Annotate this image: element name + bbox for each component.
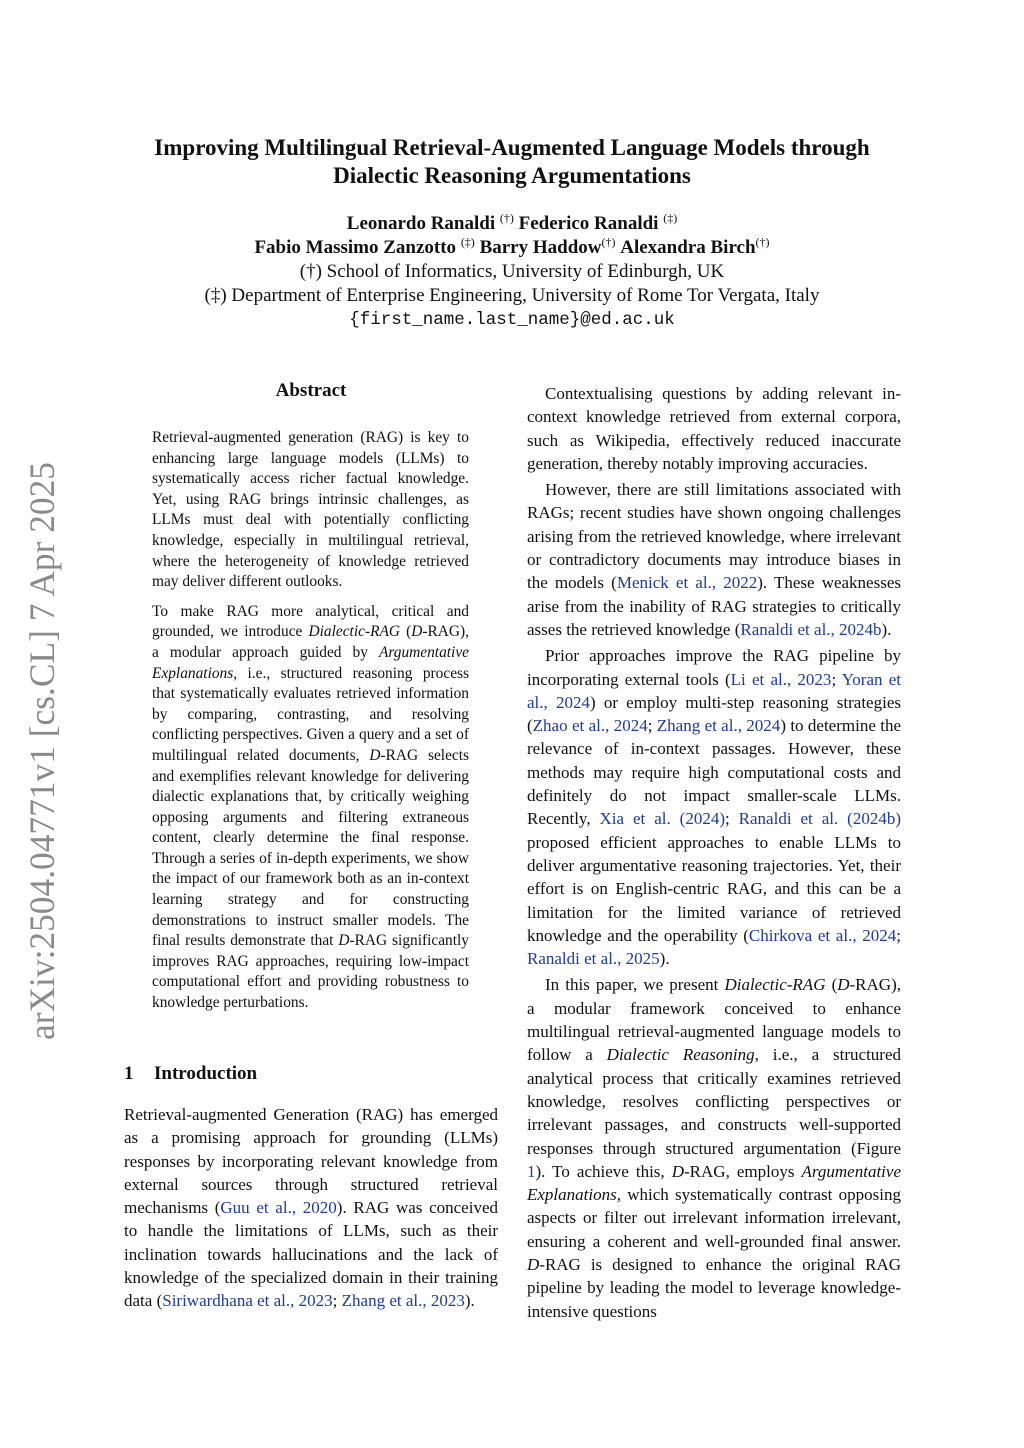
- author-affiliation-mark: (†): [499, 211, 514, 225]
- right-paragraph-3: [527, 644, 901, 970]
- text-run: -RAG is designed to enhance the original RAG pipeline by leading the model to leverage knowledge-intensive questions: [527, 1254, 901, 1321]
- text-run: ;: [725, 809, 739, 829]
- introduction-body: [124, 1103, 498, 1313]
- paper-title: [110, 134, 914, 190]
- section-number: 1: [124, 1063, 134, 1084]
- citation-link[interactable]: Guu et al., 2020: [220, 1198, 337, 1218]
- text-run: ).: [659, 949, 670, 969]
- text-run: However, there are still limitations associated with RAGs; recent studies have shown ongoing challenges arising from the retrieved knowledge, where irrelevant or contradictory documents may introduce biases in the models (: [527, 480, 901, 593]
- section-heading-introduction: [124, 1063, 257, 1085]
- text-run-italic: D: [369, 746, 381, 764]
- author-name: Federico Ranaldi: [518, 213, 659, 234]
- arxiv-side-stamp-svg: [16, 460, 66, 1040]
- text-run: ) to determine the relevance of in-context passages. However, these methods may require high computational costs and definitely do not impact smaller-scale LLMs. Recently,: [527, 716, 901, 829]
- citation-link[interactable]: Zhang et al., 2023: [341, 1291, 465, 1311]
- text-run: ;: [647, 716, 657, 736]
- text-run-italic: Dialectic Reasoning: [606, 1045, 755, 1065]
- title-line-2: Dialectic Reasoning Argumentations: [333, 163, 691, 188]
- citation-link[interactable]: Yoran et al., 2024: [527, 669, 901, 712]
- text-run: In this paper, we present: [545, 975, 725, 995]
- author-name: Barry Haddow: [479, 237, 602, 258]
- text-run-italic: Dialectic-RAG: [724, 975, 826, 995]
- citation-link[interactable]: Zhao et al., 2024: [532, 716, 648, 736]
- text-run: (: [825, 975, 838, 995]
- text-run-italic: Argumentative Explanations: [527, 1161, 901, 1205]
- authors-line-2: [110, 236, 914, 260]
- arxiv-side-stamp-text: arXiv:2504.04771v1 [cs.CL] 7 Apr 2025: [22, 460, 62, 1040]
- abstract-heading: Abstract: [275, 380, 347, 401]
- citation-link[interactable]: Menick et al., 2022: [616, 573, 758, 593]
- citation-link[interactable]: Li et al., 2023: [730, 669, 832, 689]
- abstract-paragraph-1: Retrieval-augmented generation (RAG) is key to enhancing large language models (LLMs) to systematically access richer factual knowledge. Yet, using RAG brings intrinsic challenges, as LLMs must deal with potentially conflicting knowledge, especially in multilingual retrieval, where the heterogeneity of knowledge retrieved may deliver different outlooks.: [152, 429, 469, 591]
- right-paragraph-2: [527, 478, 901, 641]
- text-run-italic: D: [671, 1161, 685, 1181]
- text-run: ). RAG was conceived to handle the limitations of LLMs, such as their inclination towards hallucinations and the lack of knowledge of the specialized domain in their training data (: [124, 1198, 498, 1311]
- citation-link[interactable]: Ranaldi et al. (2024b): [738, 809, 901, 829]
- text-run: ). To achieve this,: [535, 1161, 672, 1181]
- text-run: Prior approaches improve the RAG pipeline by incorporating external tools (: [527, 646, 901, 689]
- citation-link[interactable]: Zhang et al., 2024: [656, 716, 781, 736]
- citation-link[interactable]: Ranaldi et al., 2025: [527, 949, 660, 969]
- text-run: Retrieval-augmented Generation (RAG) has emerged as a promising approach for grounding (LLMs) responses by incorporating relevant knowledge from external sources through structured retrieval mechanisms (: [124, 1105, 498, 1218]
- section-title: Introduction: [154, 1063, 258, 1084]
- citation-link[interactable]: Siriwardhana et al., 2023: [162, 1291, 333, 1311]
- text-run: ). These weaknesses arise from the inability of RAG strategies to critically asses the retrieved knowledge (: [527, 573, 901, 639]
- author-affiliation-mark: (‡): [460, 235, 475, 249]
- right-column-body: [527, 382, 901, 1323]
- authors-line-1: [110, 212, 914, 236]
- author-name: Leonardo Ranaldi: [346, 213, 496, 234]
- text-run-italic: D: [837, 975, 850, 995]
- author-name: Fabio Massimo Zanzotto: [254, 237, 457, 258]
- text-run-italic: D: [411, 623, 423, 641]
- citation-link[interactable]: Chirkova et al., 2024: [748, 925, 897, 945]
- text-run: ;: [831, 669, 842, 689]
- text-run: proposed efficient approaches to enable LLMs to deliver argumentative reasoning trajectories. Yet, their effort is on English-centric RAG, and this can be a limitation for the limited variance of retrieved knowledge and the operability (: [527, 832, 901, 945]
- text-run-italic: Argumentative Explanations: [152, 643, 469, 682]
- text-run-italic: D: [527, 1254, 540, 1274]
- author-name: Alexandra Birch: [620, 237, 756, 258]
- arxiv-side-stamp: [16, 460, 66, 1040]
- abstract-body: [152, 428, 469, 1023]
- citation-link[interactable]: Ranaldi et al., 2024b: [740, 619, 882, 639]
- text-run-italic: D: [338, 932, 350, 950]
- figure-reference-link[interactable]: 1: [527, 1161, 536, 1181]
- text-run-italic: Dialectic-RAG: [308, 623, 400, 641]
- text-run: -RAG significantly improves RAG approaches, requiring low-impact computational effort and providing robustness to knowledge perturbations.: [152, 932, 469, 1012]
- text-run: ;: [332, 1291, 342, 1311]
- citation-link[interactable]: Xia et al. (2024): [599, 809, 725, 829]
- contact-email: {first_name.last_name}@ed.ac.uk: [349, 310, 675, 330]
- text-run: (: [399, 623, 412, 641]
- text-run: ;: [896, 925, 901, 945]
- affiliation-2: (‡) Department of Enterprise Engineering, University of Rome Tor Vergata, Italy: [204, 285, 820, 306]
- intro-paragraph-1: [124, 1103, 498, 1313]
- title-line-1: Improving Multilingual Retrieval-Augmented Language Models through: [154, 135, 870, 160]
- text-run: -RAG), a modular approach guided by: [152, 623, 469, 661]
- author-affiliation-mark: (‡): [663, 211, 678, 225]
- text-run: -RAG, employs: [684, 1161, 802, 1181]
- text-run: ) or employ multi-step reasoning strategies (: [527, 692, 901, 736]
- text-run: ).: [464, 1291, 475, 1311]
- affiliation-1: (†) School of Informatics, University of Edinburgh, UK: [299, 261, 725, 282]
- right-paragraph-4: [527, 973, 901, 1322]
- text-run: , which systematically contrast opposing aspects or filter out irrelevant information irrelevant, ensuring a coherent and well-grounded final answer.: [527, 1185, 901, 1251]
- text-run: ).: [881, 619, 892, 639]
- text-run: -RAG selects and exemplifies relevant knowledge for delivering dialectic explanations that, by critically weighing opposing arguments and filtering extraneous content, clearly determine the final response. Through a series of in-depth experiments, we show the impact of our framework both as an in-context learning strategy and for constructing demonstrations to instruct smaller models. The final results demonstrate that: [152, 746, 469, 950]
- author-affiliation-mark: (†): [755, 235, 770, 249]
- text-run: , i.e., a structured analytical process that critically examines retrieved knowledge, resolves conflicting perspectives or irrelevant passages, and constructs well-supported responses through structured argumentation (Figure: [527, 1045, 902, 1158]
- abstract-paragraph-2: [152, 602, 469, 1014]
- author-affiliation-mark: (†): [601, 235, 616, 249]
- text-run: , i.e., structured reasoning process that systematically evaluates retrieved information by comparing, contrasting, and resolving conflicting perspectives. Given a query and a set of multilingual related documents,: [152, 664, 469, 764]
- text-run: To make RAG more analytical, critical and grounded, we introduce: [152, 602, 469, 641]
- author-block: [110, 212, 914, 332]
- right-paragraph-1: Contextualising questions by adding relevant in-context knowledge retrieved from external corpora, such as Wikipedia, effectively reduced inaccurate generation, thereby notably improving accuracies.: [527, 384, 901, 473]
- text-run: -RAG), a modular framework conceived to enhance multilingual retrieval-augmented language models to follow a: [527, 975, 901, 1065]
